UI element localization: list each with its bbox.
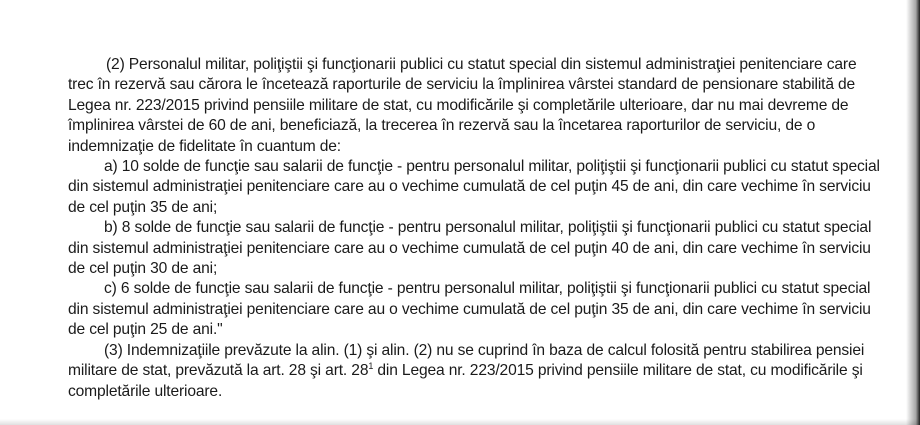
paragraph-2-intro: (2) Personalul militar, poliţiştii şi funcţionarii publici cu statut special din sistemul administraţiei penitenciare care trec în rezervă sau cărora le încetează raporturile de serviciu la împlinirea vârstei standard de pensionare stabilită de Legea nr. 223/2015 privind pensiile militare de stat, cu modificările şi completările ulterioare, dar nu mai devreme de împlinirea vârstei de 60 de ani, beneficiază, la trecerea în rezervă sau la încetarea raporturilor de serviciu, de o indemnizaţie de fidelitate în cuantum de: xyxy=(68,56,857,155)
page-bottom-shadow xyxy=(0,419,920,425)
paragraph-3-part1: (3) Indemnizaţiile prevăzute la alin. (1) şi alin. (2) nu se cuprind în baza de calcul folosită pentru stabilirea pensiei militare de stat, prevăzută la art. 28 şi art. 28 xyxy=(68,341,865,380)
list-item-b: b) 8 solde de funcţie sau salarii de funcţie - pentru personalul militar, poliţiştii şi funcţionarii publici cu statut special din sistemul administraţiei penitenciare care au o vechime cumulată de cel puţin 40 de ani, din care vechime în serviciu de cel puţin 30 de ani; xyxy=(68,219,872,278)
list-item-c: c) 6 solde de funcţie sau salarii de funcţie - pentru personalul militar, poliţiştii şi funcţionarii publici cu statut special din sistemul administraţiei penitenciare care au o vechime cumulată de cel puţin 35 de ani, din care vechime în serviciu de cel puţin 25 de ani." xyxy=(68,280,871,339)
page-edge-shadow xyxy=(906,0,920,425)
list-item-a: a) 10 solde de funcţie sau salarii de funcţie - pentru personalul militar, poliţiştii şi funcţionarii publici cu statut special din sistemul administraţiei penitenciare care au o vechime cumulată de cel puţin 45 de ani, din care vechime în serviciu de cel puţin 35 de ani; xyxy=(68,158,880,216)
paragraph-3-part2: din Legea nr. 223/2015 privind pensiile militare de stat, cu modificările şi completările ulterioare. xyxy=(68,362,863,400)
paragraph-3 xyxy=(68,341,883,402)
article-superscript: 1 xyxy=(368,360,374,371)
document-body xyxy=(68,55,883,402)
